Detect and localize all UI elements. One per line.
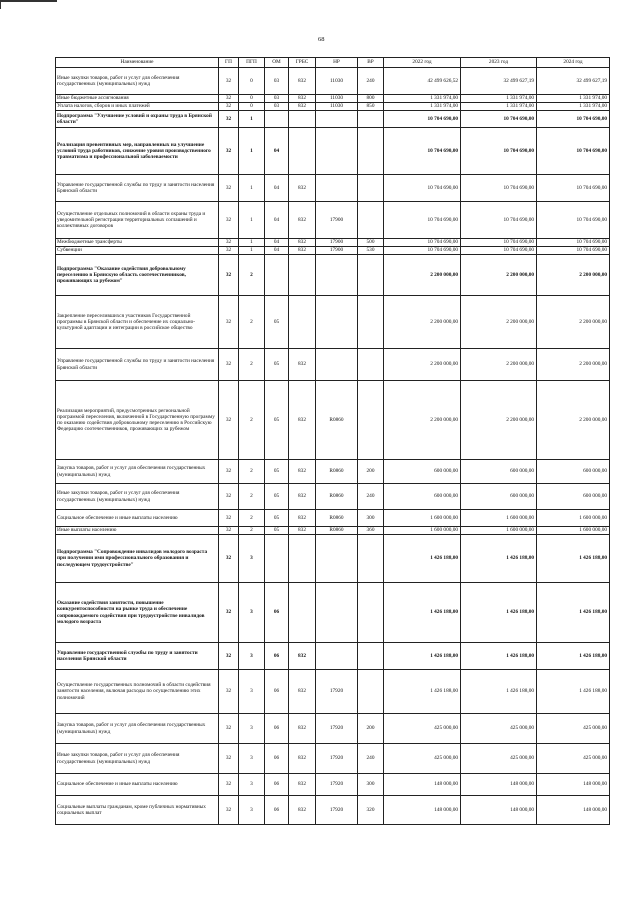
cell-nr — [316, 349, 358, 381]
cell-gp: 32 — [219, 95, 239, 103]
cell-name: Иные закупки товаров, работ и услуг для обеспечения государственных (муниципальных) нужд — [56, 484, 219, 510]
cell-2022: 1 331 974,00 — [384, 95, 461, 103]
cell-vr: 240 — [358, 484, 384, 510]
cell-2022: 600 000,00 — [384, 484, 461, 510]
col-header-name: Наименование — [56, 58, 219, 68]
cell-2022: 2 200 000,00 — [384, 349, 461, 381]
cell-pgp: 2 — [239, 460, 265, 484]
cell-om: 04 — [265, 239, 289, 247]
cell-grbs: 832 — [289, 103, 316, 111]
cell-nr: R0860 — [316, 510, 358, 527]
table-header-row — [56, 58, 610, 68]
cell-grbs: 832 — [289, 175, 316, 202]
cell-grbs: 832 — [289, 796, 316, 825]
cell-gp: 32 — [219, 255, 239, 296]
cell-nr — [316, 255, 358, 296]
cell-gp: 32 — [219, 774, 239, 796]
cell-nr: R0860 — [316, 381, 358, 460]
cell-2023: 2 200 000,00 — [461, 381, 537, 460]
cell-name: Осуществление государственных полномочий в области содействия занятости населения, включая расходы по осуществлению этих полномочий — [56, 670, 219, 714]
col-header-nr: НР — [316, 58, 358, 68]
table-row — [56, 583, 610, 643]
cell-2024: 10 704 690,00 — [537, 111, 610, 128]
cell-name: Управление государственной службы по труду и занятости населения Брянской области — [56, 643, 219, 670]
cell-nr: 17920 — [316, 774, 358, 796]
cell-2022: 1 600 000,00 — [384, 527, 461, 535]
cell-2024: 1 426 188,00 — [537, 670, 610, 714]
cell-2024: 2 200 000,00 — [537, 349, 610, 381]
cell-2024: 1 331 974,00 — [537, 95, 610, 103]
col-header-om: ОМ — [265, 58, 289, 68]
table-row — [56, 460, 610, 484]
cell-grbs: 832 — [289, 510, 316, 527]
cell-2022: 1 331 974,00 — [384, 103, 461, 111]
cell-pgp: 0 — [239, 95, 265, 103]
cell-om: 05 — [265, 460, 289, 484]
cell-pgp: 1 — [239, 111, 265, 128]
cell-pgp: 2 — [239, 255, 265, 296]
table-row — [56, 381, 610, 460]
cell-2023: 10 704 690,00 — [461, 128, 537, 175]
cell-2022: 2 200 000,00 — [384, 381, 461, 460]
cell-om — [265, 255, 289, 296]
cell-grbs: 832 — [289, 95, 316, 103]
cell-vr — [358, 535, 384, 583]
cell-om: 03 — [265, 95, 289, 103]
col-header-pgp: ПГП — [239, 58, 265, 68]
cell-2023: 10 704 690,00 — [461, 175, 537, 202]
cell-nr — [316, 583, 358, 643]
cell-gp: 32 — [219, 111, 239, 128]
cell-2023: 10 704 690,00 — [461, 239, 537, 247]
cell-2022: 10 704 690,00 — [384, 111, 461, 128]
col-header-vr: ВР — [358, 58, 384, 68]
cell-name: Управление государственной службы по труду и занятости населения Брянской области — [56, 175, 219, 202]
cell-om: 06 — [265, 714, 289, 744]
cell-gp: 32 — [219, 381, 239, 460]
cell-name: Уплата налогов, сборов и иных платежей — [56, 103, 219, 111]
cell-pgp: 1 — [239, 202, 265, 239]
cell-om: 05 — [265, 296, 289, 349]
cell-nr: 11030 — [316, 95, 358, 103]
cell-grbs — [289, 111, 316, 128]
cell-om: 05 — [265, 527, 289, 535]
cell-grbs: 832 — [289, 744, 316, 774]
cell-pgp: 2 — [239, 527, 265, 535]
cell-2022: 1 426 188,00 — [384, 583, 461, 643]
cell-pgp: 1 — [239, 239, 265, 247]
cell-2023: 1 426 188,00 — [461, 643, 537, 670]
cell-2023: 600 000,00 — [461, 460, 537, 484]
cell-gp: 32 — [219, 643, 239, 670]
cell-name: Реализация мероприятий, предусмотренных региональной программой переселения, включенной в Государственную программу по оказанию содействия добровольному переселению в Российскую Федерацию соотечественников, проживающих за рубежом — [56, 381, 219, 460]
cell-vr — [358, 111, 384, 128]
cell-2024: 1 426 188,00 — [537, 583, 610, 643]
cell-grbs: 832 — [289, 460, 316, 484]
table-row — [56, 510, 610, 527]
cell-pgp: 2 — [239, 484, 265, 510]
cell-pgp: 3 — [239, 774, 265, 796]
cell-grbs: 832 — [289, 381, 316, 460]
cell-gp: 32 — [219, 349, 239, 381]
cell-2023: 425 000,00 — [461, 744, 537, 774]
cell-om: 05 — [265, 381, 289, 460]
cell-name: Межбюджетные трансферты — [56, 239, 219, 247]
cell-2023: 148 000,00 — [461, 774, 537, 796]
cell-2024: 148 000,00 — [537, 796, 610, 825]
cell-name: Социальные выплаты гражданам, кроме публичных нормативных социальных выплат — [56, 796, 219, 825]
cell-2023: 32 499 627,19 — [461, 68, 537, 95]
cell-vr — [358, 128, 384, 175]
cell-pgp: 1 — [239, 247, 265, 255]
cell-2024: 2 200 000,00 — [537, 381, 610, 460]
cell-vr: 800 — [358, 95, 384, 103]
cell-2024: 1 600 000,00 — [537, 510, 610, 527]
cell-nr — [316, 296, 358, 349]
cell-2023: 425 000,00 — [461, 714, 537, 744]
cell-gp: 32 — [219, 103, 239, 111]
cell-gp: 32 — [219, 527, 239, 535]
cell-grbs: 832 — [289, 643, 316, 670]
cell-pgp: 2 — [239, 381, 265, 460]
cell-2022: 600 000,00 — [384, 460, 461, 484]
cell-om: 06 — [265, 744, 289, 774]
cell-vr: 240 — [358, 68, 384, 95]
cell-nr — [316, 128, 358, 175]
cell-om: 06 — [265, 583, 289, 643]
cell-grbs: 832 — [289, 484, 316, 510]
cell-2023: 2 200 000,00 — [461, 296, 537, 349]
cell-pgp: 2 — [239, 349, 265, 381]
cell-2023: 2 200 000,00 — [461, 349, 537, 381]
cell-gp: 32 — [219, 796, 239, 825]
cell-grbs: 832 — [289, 774, 316, 796]
cell-om: 05 — [265, 349, 289, 381]
cell-2023: 1 331 974,00 — [461, 103, 537, 111]
cell-vr — [358, 381, 384, 460]
table-row — [56, 202, 610, 239]
table-row — [56, 774, 610, 796]
cell-name: Иные бюджетные ассигнования — [56, 95, 219, 103]
cell-grbs: 832 — [289, 670, 316, 714]
cell-2022: 1 426 188,00 — [384, 535, 461, 583]
cell-grbs — [289, 296, 316, 349]
cell-2023: 148 000,00 — [461, 796, 537, 825]
cell-vr — [358, 583, 384, 643]
cell-vr: 320 — [358, 796, 384, 825]
cell-2023: 1 600 000,00 — [461, 510, 537, 527]
cell-2022: 10 704 690,00 — [384, 239, 461, 247]
table-row — [56, 714, 610, 744]
cell-2024: 10 704 690,00 — [537, 175, 610, 202]
cell-om: 04 — [265, 247, 289, 255]
cell-grbs: 832 — [289, 68, 316, 95]
cell-2024: 10 704 690,00 — [537, 202, 610, 239]
cell-name: Подпрограмма "Улучшение условий и охраны труда в Брянской области" — [56, 111, 219, 128]
cell-gp: 32 — [219, 239, 239, 247]
cell-gp: 32 — [219, 510, 239, 527]
cell-vr: 200 — [358, 714, 384, 744]
cell-nr — [316, 643, 358, 670]
cell-om — [265, 535, 289, 583]
cell-pgp: 1 — [239, 175, 265, 202]
cell-2023: 2 200 000,00 — [461, 255, 537, 296]
cell-2024: 1 331 974,00 — [537, 103, 610, 111]
cell-2022: 42 499 626,52 — [384, 68, 461, 95]
cell-2022: 1 426 188,00 — [384, 670, 461, 714]
table-row — [56, 744, 610, 774]
cell-name: Закупка товаров, работ и услуг для обеспечения государственных (муниципальных) нужд — [56, 714, 219, 744]
cell-nr: R0860 — [316, 527, 358, 535]
table-row — [56, 670, 610, 714]
cell-grbs: 832 — [289, 202, 316, 239]
cell-pgp: 3 — [239, 535, 265, 583]
cell-gp: 32 — [219, 175, 239, 202]
cell-vr: 360 — [358, 527, 384, 535]
cell-nr: 17920 — [316, 714, 358, 744]
cell-gp: 32 — [219, 714, 239, 744]
cell-pgp: 0 — [239, 103, 265, 111]
cell-2023: 10 704 690,00 — [461, 111, 537, 128]
cell-pgp: 2 — [239, 296, 265, 349]
cell-vr — [358, 296, 384, 349]
cell-pgp: 2 — [239, 510, 265, 527]
cell-2024: 425 000,00 — [537, 714, 610, 744]
cell-nr: 11030 — [316, 103, 358, 111]
cell-vr — [358, 202, 384, 239]
col-header-2022: 2022 год — [384, 58, 461, 68]
table-row — [56, 68, 610, 95]
cell-vr — [358, 255, 384, 296]
cell-nr: R0860 — [316, 460, 358, 484]
cell-2022: 10 704 690,00 — [384, 202, 461, 239]
cell-2023: 1 600 000,00 — [461, 527, 537, 535]
table-row — [56, 296, 610, 349]
cell-name: Осуществление отдельных полномочий в области охраны труда и уведомительной регистрации территориальных соглашений и коллективных договоров — [56, 202, 219, 239]
cell-2022: 2 200 000,00 — [384, 296, 461, 349]
cell-2022: 1 600 000,00 — [384, 510, 461, 527]
cell-2023: 1 426 188,00 — [461, 583, 537, 643]
cell-grbs: 832 — [289, 349, 316, 381]
cell-2023: 10 704 690,00 — [461, 202, 537, 239]
cell-2024: 148 000,00 — [537, 774, 610, 796]
cell-nr — [316, 111, 358, 128]
cell-nr — [316, 535, 358, 583]
page-corner-mark — [0, 0, 57, 9]
cell-gp: 32 — [219, 484, 239, 510]
cell-grbs: 832 — [289, 247, 316, 255]
cell-2023: 10 704 690,00 — [461, 247, 537, 255]
cell-om: 06 — [265, 643, 289, 670]
cell-vr: 300 — [358, 510, 384, 527]
cell-name: Иные выплаты населению — [56, 527, 219, 535]
cell-2024: 1 600 000,00 — [537, 527, 610, 535]
cell-gp: 32 — [219, 202, 239, 239]
cell-2024: 32 499 627,19 — [537, 68, 610, 95]
cell-vr — [358, 349, 384, 381]
cell-2022: 148 000,00 — [384, 796, 461, 825]
col-header-2024: 2024 год — [537, 58, 610, 68]
cell-vr: 200 — [358, 460, 384, 484]
cell-om: 03 — [265, 103, 289, 111]
cell-om: 04 — [265, 202, 289, 239]
cell-name: Социальное обеспечение и иные выплаты населению — [56, 510, 219, 527]
cell-2023: 1 426 188,00 — [461, 535, 537, 583]
cell-2022: 148 000,00 — [384, 774, 461, 796]
cell-2022: 10 704 690,00 — [384, 128, 461, 175]
table-row — [56, 255, 610, 296]
table-row — [56, 796, 610, 825]
cell-grbs — [289, 535, 316, 583]
table-row — [56, 247, 610, 255]
cell-nr: 17920 — [316, 670, 358, 714]
cell-2024: 10 704 690,00 — [537, 239, 610, 247]
table-row — [56, 95, 610, 103]
cell-grbs: 832 — [289, 527, 316, 535]
table-row — [56, 535, 610, 583]
cell-pgp: 3 — [239, 744, 265, 774]
cell-gp: 32 — [219, 744, 239, 774]
cell-2023: 1 426 188,00 — [461, 670, 537, 714]
col-header-grbs: ГРБС — [289, 58, 316, 68]
cell-gp: 32 — [219, 128, 239, 175]
cell-2022: 425 000,00 — [384, 714, 461, 744]
cell-2024: 2 200 000,00 — [537, 255, 610, 296]
cell-om — [265, 111, 289, 128]
cell-gp: 32 — [219, 296, 239, 349]
cell-vr: 300 — [358, 774, 384, 796]
table-row — [56, 349, 610, 381]
table-row — [56, 111, 610, 128]
table-row — [56, 128, 610, 175]
cell-gp: 32 — [219, 535, 239, 583]
cell-2022: 1 426 188,00 — [384, 643, 461, 670]
cell-pgp: 3 — [239, 583, 265, 643]
cell-2024: 1 426 188,00 — [537, 643, 610, 670]
cell-vr: 850 — [358, 103, 384, 111]
cell-2024: 1 426 188,00 — [537, 535, 610, 583]
cell-om: 03 — [265, 68, 289, 95]
cell-2024: 600 000,00 — [537, 484, 610, 510]
table-row — [56, 103, 610, 111]
cell-name: Иные закупки товаров, работ и услуг для обеспечения государственных (муниципальных) нужд — [56, 68, 219, 95]
cell-name: Оказание содействия занятости, повышение конкурентоспособности на рынке труда и обеспечение сопровождаемого содействия при трудоустройстве инвалидов молодого возраста — [56, 583, 219, 643]
cell-name: Закрепление переселившихся участников Государственной программы в Брянской области и обеспечение их социально-культурной адаптации и интеграции в российское общество — [56, 296, 219, 349]
cell-2024: 10 704 690,00 — [537, 128, 610, 175]
cell-nr: R0860 — [316, 484, 358, 510]
cell-pgp: 0 — [239, 68, 265, 95]
cell-2022: 425 000,00 — [384, 744, 461, 774]
cell-om: 06 — [265, 796, 289, 825]
cell-nr: 17900 — [316, 247, 358, 255]
cell-nr — [316, 175, 358, 202]
cell-om: 06 — [265, 670, 289, 714]
cell-name: Субвенции — [56, 247, 219, 255]
cell-2023: 1 331 974,00 — [461, 95, 537, 103]
cell-2022: 10 704 690,00 — [384, 247, 461, 255]
cell-grbs — [289, 255, 316, 296]
cell-2024: 425 000,00 — [537, 744, 610, 774]
cell-2024: 2 200 000,00 — [537, 296, 610, 349]
cell-2024: 600 000,00 — [537, 460, 610, 484]
cell-om: 04 — [265, 128, 289, 175]
cell-pgp: 1 — [239, 128, 265, 175]
cell-om: 05 — [265, 484, 289, 510]
cell-gp: 32 — [219, 670, 239, 714]
cell-name: Подпрограмма "Оказание содействия добровольному переселению в Брянскую область соотечественников, проживающих за рубежом" — [56, 255, 219, 296]
table-row — [56, 484, 610, 510]
cell-2022: 10 704 690,00 — [384, 175, 461, 202]
table-row — [56, 239, 610, 247]
cell-name: Иные закупки товаров, работ и услуг для обеспечения государственных (муниципальных) нужд — [56, 744, 219, 774]
cell-2023: 600 000,00 — [461, 484, 537, 510]
cell-vr — [358, 670, 384, 714]
cell-om: 05 — [265, 510, 289, 527]
cell-gp: 32 — [219, 583, 239, 643]
table-row — [56, 527, 610, 535]
cell-name: Социальное обеспечение и иные выплаты населению — [56, 774, 219, 796]
cell-grbs — [289, 583, 316, 643]
cell-grbs — [289, 128, 316, 175]
cell-grbs: 832 — [289, 714, 316, 744]
col-header-2023: 2023 год — [461, 58, 537, 68]
cell-vr: 530 — [358, 247, 384, 255]
cell-om: 04 — [265, 175, 289, 202]
cell-vr — [358, 175, 384, 202]
cell-om: 06 — [265, 774, 289, 796]
cell-pgp: 3 — [239, 796, 265, 825]
cell-pgp: 3 — [239, 714, 265, 744]
cell-name: Подпрограмма "Сопровождение инвалидов молодого возраста при получении ими профессионального образования и последующем трудоустройстве" — [56, 535, 219, 583]
cell-name: Реализация превентивных мер, направленных на улучшение условий труда работников, снижение уровня производственного травматизма и профессиональной заболеваемости — [56, 128, 219, 175]
cell-pgp: 3 — [239, 670, 265, 714]
cell-name: Закупка товаров, работ и услуг для обеспечения государственных (муниципальных) нужд — [56, 460, 219, 484]
cell-vr: 240 — [358, 744, 384, 774]
page-number: 68 — [318, 36, 325, 43]
cell-nr: 17900 — [316, 202, 358, 239]
cell-2022: 2 200 000,00 — [384, 255, 461, 296]
cell-nr: 11030 — [316, 68, 358, 95]
col-header-gp: ГП — [219, 58, 239, 68]
cell-grbs: 832 — [289, 239, 316, 247]
cell-2024: 10 704 690,00 — [537, 247, 610, 255]
cell-name: Управление государственной службы по труду и занятости населения Брянской области — [56, 349, 219, 381]
cell-gp: 32 — [219, 460, 239, 484]
cell-gp: 32 — [219, 68, 239, 95]
cell-nr: 17900 — [316, 239, 358, 247]
cell-pgp: 3 — [239, 643, 265, 670]
cell-vr — [358, 643, 384, 670]
table-row — [56, 175, 610, 202]
cell-nr: 17920 — [316, 744, 358, 774]
cell-gp: 32 — [219, 247, 239, 255]
table-row — [56, 643, 610, 670]
budget-table — [55, 57, 610, 825]
cell-vr: 500 — [358, 239, 384, 247]
cell-nr: 17920 — [316, 796, 358, 825]
